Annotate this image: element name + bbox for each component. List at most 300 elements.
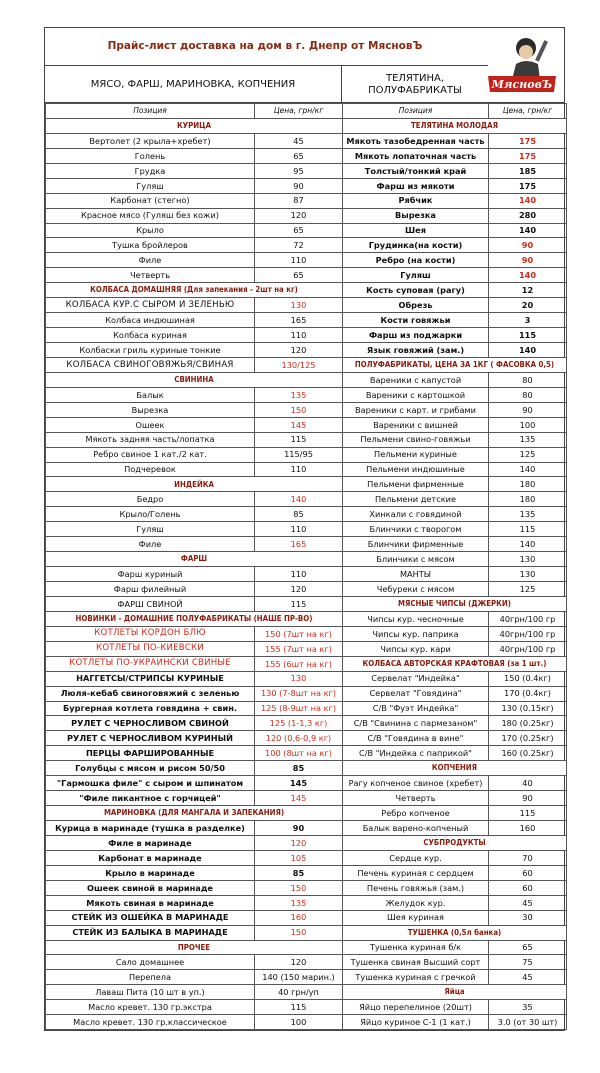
col-position-right: Позиция [343,104,489,119]
section-heading: ФАРШ [46,552,343,567]
item-price: 140 [489,193,567,208]
item-name: Перепела [46,970,255,985]
item-name: Гуляш [46,178,255,193]
section-heading: НОВИНКИ - ДОМАШНИЕ ПОЛУФАБРИКАТЫ (НАШЕ ПР-ВО) [46,611,343,626]
item-price: 115 [489,328,567,343]
item-name: Подчеревок [46,462,255,477]
table-row [46,955,567,970]
item-price: 110 [255,462,343,477]
item-name: Красное мясо (Гуляш без кожи) [46,208,255,223]
table-row [46,686,567,701]
item-price: 65 [489,940,567,955]
item-name: Тушенка куриная с гречкой [343,970,489,985]
item-price: 125 (1-1,3 кг) [255,716,343,731]
table-row [46,253,567,268]
table-row [46,835,567,850]
item-price: 100 (8шт на кг) [255,746,343,761]
item-name: С/В "Фуэт Индейка" [343,701,489,716]
item-price: 3.0 (от 30 шт) [489,1015,567,1030]
item-price: 45 [489,970,567,985]
table-row [46,626,567,641]
item-price: 130 [489,552,567,567]
item-name: Пельмени куриные [343,447,489,462]
item-price: 170 (0.4кг) [489,686,567,701]
item-name: Чипсы кур. чесночные [343,611,489,626]
table-row [46,776,567,791]
item-price: 160 [489,821,567,836]
item-price: 140 (150 марин.) [255,970,343,985]
item-price: 120 [255,955,343,970]
table-row [46,641,567,656]
section-heading: СВИНИНА [46,372,343,387]
item-price: 160 [255,910,343,925]
item-price: 175 [489,148,567,163]
table-row [46,716,567,731]
table-row [46,522,567,537]
table-row [46,328,567,343]
item-price: 40грн/100 гр [489,641,567,656]
item-name: Голень [46,148,255,163]
col-price-left: Цена, грн/кг [255,104,343,119]
item-price: 180 (0.25кг) [489,716,567,731]
item-price: 140 [489,462,567,477]
item-price: 120 [255,343,343,358]
table-row [46,761,567,776]
column-header-row [46,104,567,119]
page-title: Прайс-лист доставка на дом в г. Днепр от МясновЪ [107,40,423,52]
table-row [46,208,567,223]
item-price: 150 [255,880,343,895]
price-list-header [45,28,564,103]
item-price: 65 [255,148,343,163]
table-row [46,148,567,163]
table-row [46,432,567,447]
item-price: 90 [489,253,567,268]
item-price: 140 [489,343,567,358]
item-price: 90 [255,821,343,836]
table-row [46,731,567,746]
item-price: 165 [255,313,343,328]
left-section-title: МЯСО, ФАРШ, МАРИНОВКА, КОПЧЕНИЯ [45,65,342,103]
item-name: Курица в маринаде (тушка в разделке) [46,821,255,836]
item-name: Четверть [343,791,489,806]
item-name: "Гармошка филе" с сыром и шпинатом [46,776,255,791]
section-heading: ИНДЕЙКА [46,477,343,492]
item-price: 85 [255,865,343,880]
item-name: Рябчик [343,193,489,208]
table-row [46,372,567,387]
item-price: 125 [489,447,567,462]
item-name: Кости говяжьи [343,313,489,328]
item-name: Фарш из поджарки [343,328,489,343]
item-price: 130/125 [255,357,343,372]
item-price: 80 [489,372,567,387]
item-name: Кость суповая (рагу) [343,283,489,298]
item-name: Ошеек свиной в маринаде [46,880,255,895]
item-name: Сервелат "Говядина" [343,686,489,701]
item-name: Пельмени фирменные [343,477,489,492]
item-price: 110 [255,567,343,582]
item-price: 120 [255,835,343,850]
section-heading: ПОЛУФАБРИКАТЫ, ЦЕНА ЗА 1КГ ( ФАСОВКА 0,5) [343,357,567,372]
item-price: 115 [255,596,343,611]
table-row [46,133,567,148]
table-row [46,477,567,492]
item-name: Чипсы кур. кари [343,641,489,656]
item-price: 20 [489,298,567,313]
price-list-sheet [44,27,565,1031]
item-name: Мякоть свиная в маринаде [46,895,255,910]
item-name: Масло кревет. 130 гр.экстра [46,1000,255,1015]
table-row [46,268,567,283]
table-row [46,880,567,895]
item-price: 120 [255,582,343,597]
item-name: Филе [46,253,255,268]
item-name: Пельмени индюшиные [343,462,489,477]
item-name: Сервелат "Индейка" [343,671,489,686]
item-name: "Филе пикантное с горчицей" [46,791,255,806]
item-price: 145 [255,776,343,791]
item-name: Ребро (на кости) [343,253,489,268]
table-row [46,925,567,940]
item-name: Люля-кебаб свиноговяжий с зеленью [46,686,255,701]
col-position-left: Позиция [46,104,255,119]
item-name: Грудка [46,163,255,178]
item-name: СТЕЙК ИЗ БАЛЫКА В МАРИНАДЕ [46,925,255,940]
item-name: МАНТЫ [343,567,489,582]
item-name: Тушенка куриная б/к [343,940,489,955]
item-price: 100 [255,1015,343,1030]
item-name: Вырезка [343,208,489,223]
item-price: 115/95 [255,447,343,462]
item-price: 135 [255,387,343,402]
item-price: 120 (0,6-0,9 кг) [255,731,343,746]
table-row [46,462,567,477]
table-row [46,402,567,417]
item-name: Блинчики с творогом [343,522,489,537]
item-price: 90 [489,791,567,806]
item-name: Лаваш Пита (10 шт в уп.) [46,985,255,1000]
item-name: Язык говяжий (зам.) [343,343,489,358]
table-row [46,193,567,208]
item-price: 115 [255,432,343,447]
section-heading: СУБПРОДУКТЫ [343,835,567,850]
item-name: Рагу копченое свиное (хребет) [343,776,489,791]
item-name: Печень говяжья (зам.) [343,880,489,895]
table-row [46,865,567,880]
item-price: 130 [255,298,343,313]
table-row [46,910,567,925]
item-name: С/В "Свинина с пармезаном" [343,716,489,731]
col-price-right: Цена, грн/кг [489,104,567,119]
item-name: Фарш филейный [46,582,255,597]
item-price: 60 [489,865,567,880]
item-price: 125 [489,582,567,597]
item-price: 140 [489,268,567,283]
item-name: КОТЛЕТЫ ПО-УКРАИНСКИ СВИНЫЕ [46,656,255,671]
item-name: Бургерная котлета говядина + свин. [46,701,255,716]
item-name: Вареники с картошкой [343,387,489,402]
item-name: СТЕЙК ИЗ ОШЕЙКА В МАРИНАДЕ [46,910,255,925]
item-name: ПЕРЦЫ ФАРШИРОВАННЫЕ [46,746,255,761]
item-price: 175 [489,133,567,148]
item-name: НАГГЕТСЫ/СТРИПСЫ КУРИНЫЕ [46,671,255,686]
table-row [46,163,567,178]
item-price: 40 [489,776,567,791]
item-price: 140 [489,537,567,552]
table-row [46,417,567,432]
item-name: Шея куриная [343,910,489,925]
table-row [46,985,567,1000]
item-price: 150 (0.4кг) [489,671,567,686]
table-row [46,223,567,238]
item-name: Грудинка(на кости) [343,238,489,253]
item-price: 40 грн/уп [255,985,343,1000]
item-price: 140 [255,492,343,507]
item-name: Четверть [46,268,255,283]
item-name: Бедро [46,492,255,507]
item-price: 3 [489,313,567,328]
section-heading: КУРИЦА [46,118,343,133]
item-name: Фарш куриный [46,567,255,582]
table-row [46,313,567,328]
item-price: 170 (0.25кг) [489,731,567,746]
price-table [45,103,567,1030]
table-row [46,791,567,806]
item-name: Шея [343,223,489,238]
item-price: 120 [255,208,343,223]
table-row [46,850,567,865]
item-name: Толстый/тонкий край [343,163,489,178]
item-price: 110 [255,328,343,343]
table-row [46,343,567,358]
item-name: КОЛБАСА КУР.С СЫРОМ И ЗЕЛЕНЬЮ [46,298,255,313]
item-price: 130 [255,671,343,686]
item-price: 110 [255,522,343,537]
right-section-title: ТЕЛЯТИНА, ПОЛУФАБРИКАТЫ [342,65,488,103]
section-heading: ТУШЕНКА (0,5л банка) [343,925,567,940]
item-name: Мякоть тазобедренная часть [343,133,489,148]
table-row [46,596,567,611]
table-row [46,178,567,193]
item-name: Тушка бройлеров [46,238,255,253]
item-name: Печень куриная с сердцем [343,865,489,880]
item-price: 130 [489,567,567,582]
item-name: Вареники с карт. и грибами [343,402,489,417]
item-name: Фарш из мякоти [343,178,489,193]
table-row [46,118,567,133]
table-row [46,447,567,462]
item-name: Вареники с вишней [343,417,489,432]
item-price: 75 [489,955,567,970]
item-price: 40грн/100 гр [489,611,567,626]
item-name: Карбонат в маринаде [46,850,255,865]
table-row [46,656,567,671]
table-row [46,1015,567,1030]
table-row [46,567,567,582]
item-name: Карбонат (стегно) [46,193,255,208]
item-name: Крыло/Голень [46,507,255,522]
item-name: Ребро свиное 1 кат./2 кат. [46,447,255,462]
table-row [46,671,567,686]
item-name: Колбаса индюшиная [46,313,255,328]
item-price: 90 [255,178,343,193]
table-row [46,357,567,372]
table-row [46,821,567,836]
section-heading: МАРИНОВКА (ДЛЯ МАНГАЛА И ЗАПЕКАНИЯ) [46,806,343,821]
item-name: С/В "Говядина в вине" [343,731,489,746]
item-name: Крыло в маринаде [46,865,255,880]
item-name: Яйцо перепелиное (20шт) [343,1000,489,1015]
item-name: Тушенка свиная Высший сорт [343,955,489,970]
item-price: 85 [255,761,343,776]
item-name: Чипсы кур. паприка [343,626,489,641]
item-name: РУЛЕТ С ЧЕРНОСЛИВОМ СВИНОЙ [46,716,255,731]
item-price: 100 [489,417,567,432]
item-name: Хинкали с говядиной [343,507,489,522]
table-row [46,238,567,253]
table-row [46,537,567,552]
item-name: Филе в маринаде [46,835,255,850]
item-name: КОТЛЕТЫ ПО-КИЕВСКИ [46,641,255,656]
item-price: 150 [255,402,343,417]
item-name: С/В "Индейка с паприкой" [343,746,489,761]
item-price: 130 (0.15кг) [489,701,567,716]
item-price: 80 [489,387,567,402]
item-price: 60 [489,880,567,895]
item-name: Сердце кур. [343,850,489,865]
item-price: 165 [255,537,343,552]
item-name: Гуляш [46,522,255,537]
logo-text: МясновЪ [491,78,553,91]
item-name: Вареники с капустой [343,372,489,387]
table-row [46,507,567,522]
item-name: Пельмени детские [343,492,489,507]
item-price: 70 [489,850,567,865]
item-price: 175 [489,178,567,193]
item-price: 155 (6шт на кг) [255,656,343,671]
item-price: 125 (8-9шт на кг) [255,701,343,716]
item-price: 145 [255,791,343,806]
item-price: 90 [489,402,567,417]
section-heading: Яйца [343,985,567,1000]
section-heading: КОПЧЕНИЯ [343,761,567,776]
item-name: Мякоть лопаточная часть [343,148,489,163]
section-heading: ТЕЛЯТИНА МОЛОДАЯ [343,118,567,133]
item-price: 140 [489,223,567,238]
item-name: Блинчики с мясом [343,552,489,567]
item-name: Вырезка [46,402,255,417]
table-row [46,895,567,910]
item-name: Балык [46,387,255,402]
item-name: Крыло [46,223,255,238]
item-price: 72 [255,238,343,253]
table-row [46,387,567,402]
item-price: 45 [489,895,567,910]
item-price: 85 [255,507,343,522]
item-price: 115 [255,1000,343,1015]
item-name: КОТЛЕТЫ КОРДОН БЛЮ [46,626,255,641]
item-price: 135 [255,895,343,910]
item-name: Ребро копченое [343,806,489,821]
item-name: Балык варено-копченый [343,821,489,836]
item-name: Блинчики фирменные [343,537,489,552]
table-row [46,298,567,313]
item-price: 280 [489,208,567,223]
item-price: 130 (7-8шт на кг) [255,686,343,701]
item-name: Чебуреки с мясом [343,582,489,597]
item-price: 135 [489,432,567,447]
logo-butcher-icon [482,30,562,102]
item-price: 180 [489,492,567,507]
item-name: Мякоть задняя часть/лопатка [46,432,255,447]
table-row [46,1000,567,1015]
item-price: 110 [255,253,343,268]
item-name: Масло кревет. 130 гр.классическое [46,1015,255,1030]
table-row [46,701,567,716]
item-name: Гуляш [343,268,489,283]
item-name: Голубцы с мясом и рисом 50/50 [46,761,255,776]
table-row [46,283,567,298]
item-price: 180 [489,477,567,492]
item-name: Колбаса куриная [46,328,255,343]
item-name: КОЛБАСА СВИНОГОВЯЖЬЯ/СВИНАЯ [46,357,255,372]
section-heading: МЯСНЫЕ ЧИПСЫ (ДЖЕРКИ) [343,596,567,611]
item-price: 12 [489,283,567,298]
item-price: 40грн/100 гр [489,626,567,641]
item-price: 65 [255,223,343,238]
item-name: РУЛЕТ С ЧЕРНОСЛИВОМ КУРИНЫЙ [46,731,255,746]
item-price: 160 (0.25кг) [489,746,567,761]
item-name: Яйцо куриное С-1 (1 кат.) [343,1015,489,1030]
item-price: 65 [255,268,343,283]
item-name: Желудок кур. [343,895,489,910]
item-price: 105 [255,850,343,865]
table-row [46,492,567,507]
item-price: 135 [489,507,567,522]
table-row [46,970,567,985]
item-name: Ошеек [46,417,255,432]
item-price: 87 [255,193,343,208]
item-price: 150 (7шт на кг) [255,626,343,641]
table-row [46,746,567,761]
section-heading: КОЛБАСА ДОМАШНЯЯ (Для запекания - 2шт на кг) [46,283,343,298]
section-heading: ПРОЧЕЕ [46,940,343,955]
item-price: 115 [489,806,567,821]
table-row [46,552,567,567]
item-price: 115 [489,522,567,537]
item-price: 145 [255,417,343,432]
section-heading: КОЛБАСА АВТОРСКАЯ КРАФТОВАЯ (за 1 шт.) [343,656,567,671]
item-price: 45 [255,133,343,148]
table-row [46,582,567,597]
table-row [46,611,567,626]
item-name: ФАРШ СВИНОЙ [46,596,255,611]
item-price: 90 [489,238,567,253]
item-price: 185 [489,163,567,178]
item-name: Вертолет (2 крыла+хребет) [46,133,255,148]
item-price: 155 (7шт на кг) [255,641,343,656]
item-price: 35 [489,1000,567,1015]
item-price: 95 [255,163,343,178]
table-row [46,806,567,821]
item-price: 150 [255,925,343,940]
item-name: Обрезь [343,298,489,313]
table-row [46,940,567,955]
item-name: Пельмени свино-говяжьи [343,432,489,447]
item-price: 30 [489,910,567,925]
item-name: Колбаски гриль куриные тонкие [46,343,255,358]
